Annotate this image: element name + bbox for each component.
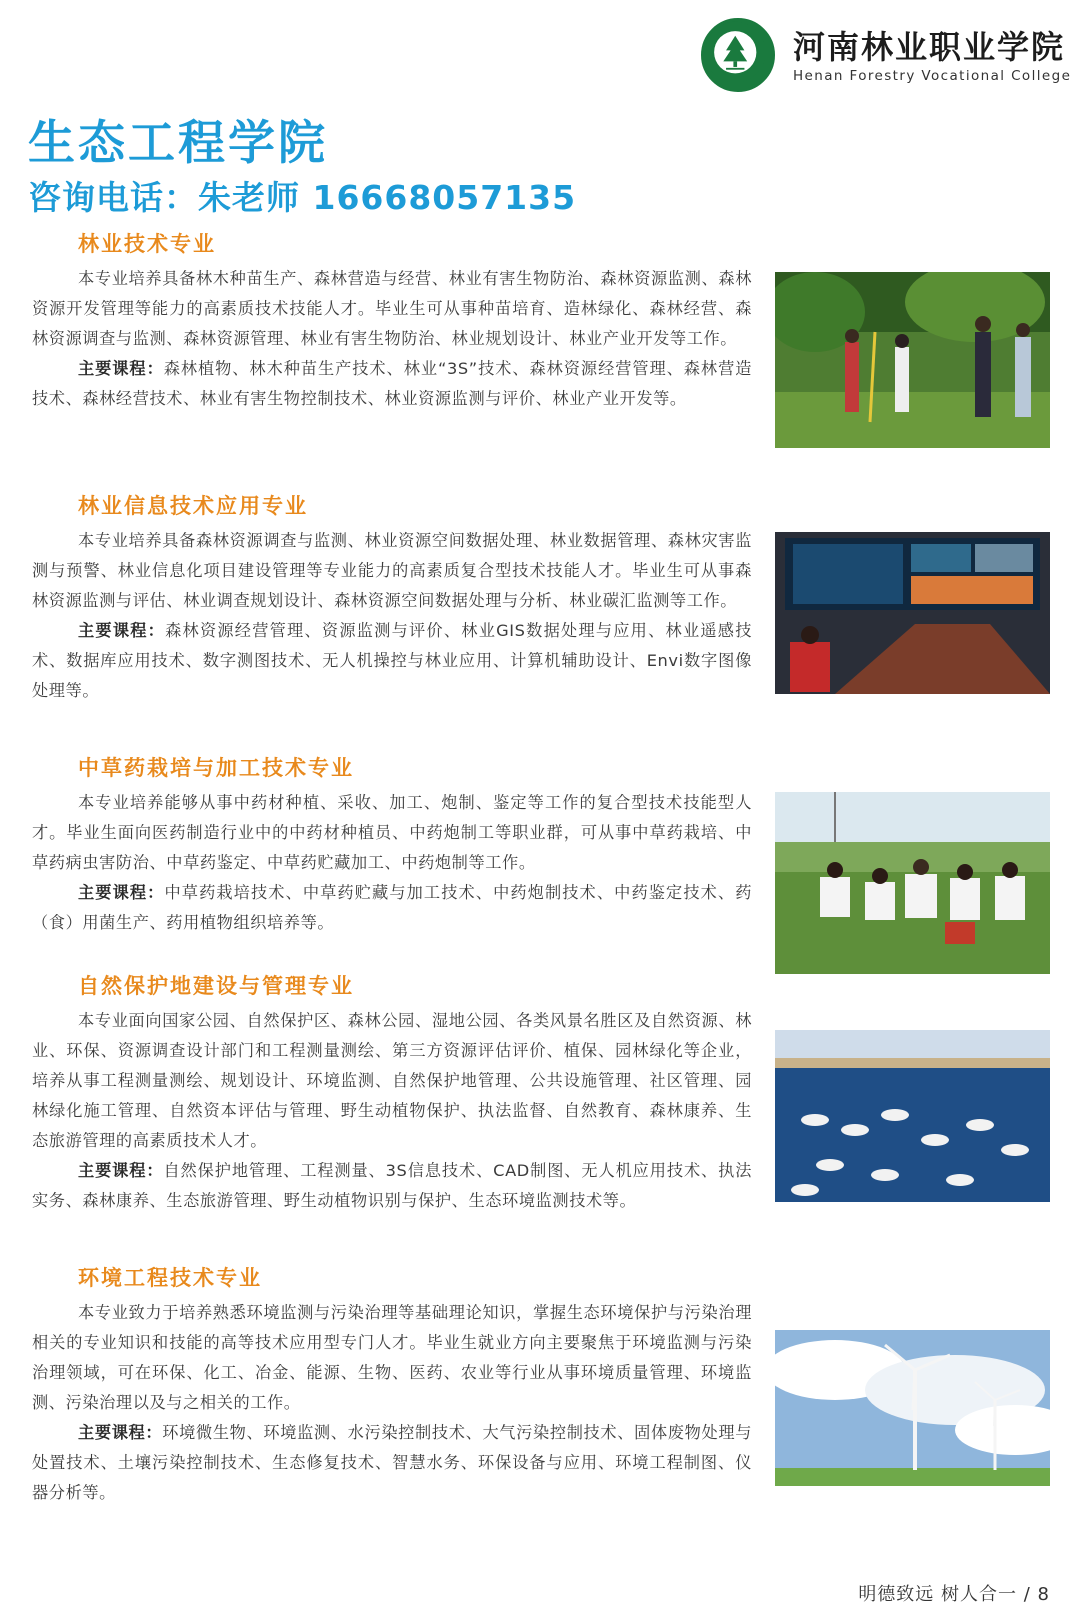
section-description: 本专业面向国家公园、自然保护区、森林公园、湿地公园、各类风景名胜区及自然资源、林业、环保、资源调查设计部门和工程测量测绘、第三方资源评估评价、植保、园林绿化等企业，培养从事工程测量测绘、规划设计、环境监测、自然保护地管理、公共设施管理、社区管理、园林绿化施工管理、自然资本评估与管理、野生动植物保护、执法监督、自然教育、森林康养、生态旅游管理的高素质技术人才。 bbox=[32, 1011, 752, 1150]
section-description: 本专业培养具备森林资源调查与监测、林业资源空间数据处理、林业数据管理、森林灾害监测与预警、林业信息化项目建设管理等专业能力的高素质复合型技术技能人才。毕业生可从事森林资源监测与评估、林业调查规划设计、森林资源空间数据处理与分析、林业碳汇监测等工作。 bbox=[32, 531, 752, 610]
section-title: 林业技术专业 bbox=[78, 232, 216, 256]
monitoring-center-photo bbox=[775, 532, 1050, 694]
section-title: 环境工程技术专业 bbox=[78, 1266, 262, 1290]
course-label: 主要课程： bbox=[78, 1423, 163, 1442]
course-label: 主要课程： bbox=[78, 883, 165, 902]
course-list: 森林资源经营管理、资源监测与评价、林业GIS数据处理与应用、林业遥感技术、数据库应用技术、数字测图技术、无人机操控与林业应用、计算机辅助设计、Envi数字图像处理等。 bbox=[32, 621, 752, 700]
course-list: 环境微生物、环境监测、水污染控制技术、大气污染控制技术、固体废物处理与处置技术、土壤污染控制技术、生态修复技术、智慧水务、环保设备与应用、环境工程制图、仪器分析等。 bbox=[32, 1423, 753, 1502]
section-title: 自然保护地建设与管理专业 bbox=[78, 974, 354, 998]
course-label: 主要课程： bbox=[78, 1161, 164, 1180]
forestry-survey-photo bbox=[775, 272, 1050, 448]
section-environmental-engineering bbox=[32, 1262, 752, 1508]
college-name-cn: 河南林业职业学院 bbox=[793, 28, 1066, 66]
page-title: 生态工程学院 bbox=[28, 116, 328, 171]
section-title: 中草药栽培与加工技术专业 bbox=[78, 756, 354, 780]
section-courses bbox=[32, 1156, 752, 1216]
section-courses bbox=[32, 354, 752, 414]
section-nature-reserve bbox=[32, 970, 752, 1216]
section-courses bbox=[32, 878, 752, 938]
section-herbal-medicine bbox=[32, 752, 752, 938]
college-name-en: Henan Forestry Vocational College bbox=[793, 68, 1072, 84]
section-forestry-technology bbox=[32, 228, 752, 414]
section-description: 本专业培养能够从事中药材种植、采收、加工、炮制、鉴定等工作的复合型技术技能型人才。毕业生面向医药制造行业中的中药材种植员、中药炮制工等职业群，可从事中草药栽培、中草药病虫害防治、中草药鉴定、中草药贮藏加工、中药炮制等工作。 bbox=[32, 793, 752, 872]
course-label: 主要课程： bbox=[78, 359, 164, 378]
section-description: 本专业致力于培养熟悉环境监测与污染治理等基础理论知识，掌握生态环境保护与污染治理相关的专业知识和技能的高等技术应用型专门人才。毕业生就业方向主要聚焦于环境监测与污染治理领域，可在环保、化工、冶金、能源、生物、医药、农业等行业从事环境质量管理、环境监测、污染治理以及与之相关的工作。 bbox=[32, 1303, 752, 1412]
swan-lake-photo bbox=[775, 1030, 1050, 1202]
course-list: 森林植物、林木种苗生产技术、林业“3S”技术、森林资源经营管理、森林营造技术、森林经营技术、林业有害生物控制技术、林业资源监测与评价、林业产业开发等。 bbox=[32, 359, 753, 408]
section-courses bbox=[32, 1418, 752, 1508]
course-list: 自然保护地管理、工程测量、3S信息技术、CAD制图、无人机应用技术、执法实务、森林康养、生态旅游管理、野生动植物识别与保护、生态环境监测技术等。 bbox=[32, 1161, 753, 1210]
page-footer: 明德致远 树人合一 / 8 bbox=[858, 1584, 1050, 1605]
college-logo bbox=[701, 18, 775, 92]
section-forestry-information bbox=[32, 490, 752, 706]
wind-turbine-photo bbox=[775, 1330, 1050, 1486]
section-courses bbox=[32, 616, 752, 706]
section-title: 林业信息技术应用专业 bbox=[78, 494, 308, 518]
herb-field-photo bbox=[775, 792, 1050, 974]
course-label: 主要课程： bbox=[78, 621, 166, 640]
contact-phone: 咨询电话：朱老师 16668057135 bbox=[28, 178, 577, 217]
course-list: 中草药栽培技术、中草药贮藏与加工技术、中药炮制技术、中药鉴定技术、药（食）用菌生产、药用植物组织培养等。 bbox=[32, 883, 753, 932]
section-description: 本专业培养具备林木种苗生产、森林营造与经营、林业有害生物防治、森林资源监测、森林资源开发管理等能力的高素质技术技能人才。毕业生可从事种苗培育、造林绿化、森林经营、森林资源调查与监测、森林资源管理、林业有害生物防治、林业规划设计、林业产业开发等工作。 bbox=[32, 269, 752, 348]
